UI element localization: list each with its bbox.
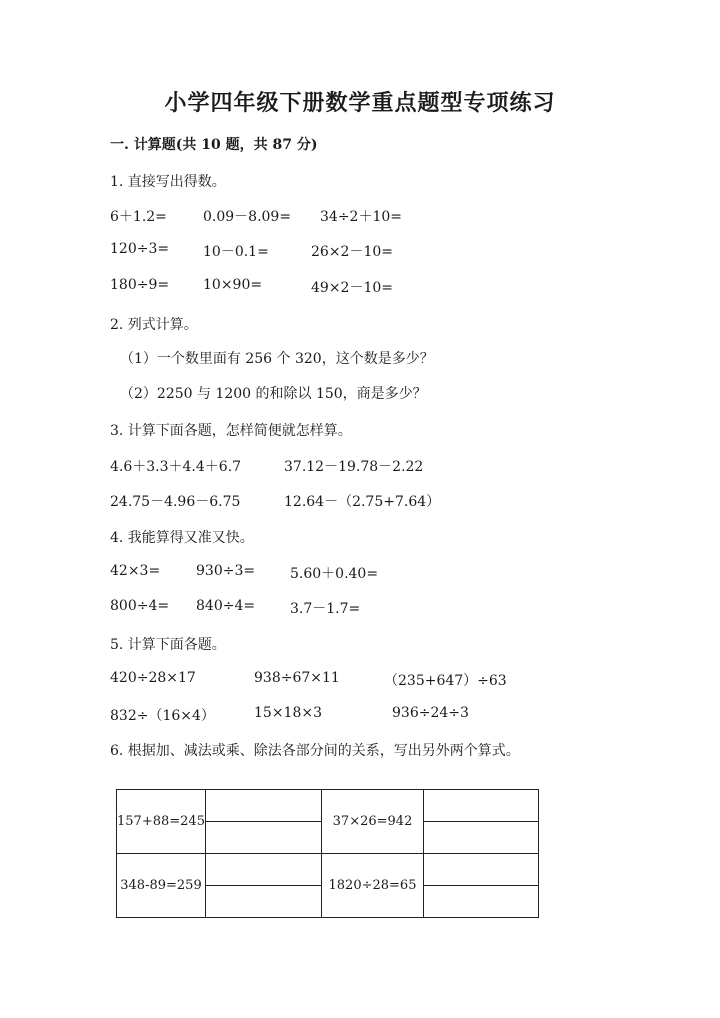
q4-item: 800÷4= — [110, 598, 170, 614]
answer-blank[interactable] — [206, 790, 322, 822]
q6-prompt: 6. 根据加、减法或乘、除法各部分间的关系，写出另外两个算式。 — [110, 743, 520, 759]
q1-item: 10－0.1= — [203, 244, 269, 260]
q4-item: 42×3= — [110, 563, 161, 579]
q1-prompt: 1. 直接写出得数。 — [110, 174, 226, 190]
q5-item: 938÷67×11 — [254, 670, 340, 686]
equation-cell: 1820÷28=65 — [322, 854, 424, 918]
answer-blank[interactable] — [206, 886, 322, 918]
q4-item: 3.7－1.7= — [290, 601, 361, 617]
answer-blank[interactable] — [206, 822, 322, 854]
q1-item: 6＋1.2= — [110, 209, 167, 225]
answer-blank[interactable] — [424, 886, 539, 918]
q3-item: 37.12－19.78－2.22 — [284, 459, 424, 475]
equation-cell: 37×26=942 — [322, 790, 424, 854]
q3-prompt: 3. 计算下面各题，怎样简便就怎样算。 — [110, 423, 352, 439]
q4-item: 5.60＋0.40= — [290, 566, 379, 582]
q1-item: 0.09－8.09= — [203, 209, 292, 225]
q5-item: 832÷（16×4） — [110, 708, 215, 724]
q5-item: 15×18×3 — [254, 705, 322, 721]
q1-item: 180÷9= — [110, 277, 170, 293]
q2-item: （2）2250 与 1200 的和除以 150，商是多少？ — [120, 386, 427, 402]
q5-item: 936÷24÷3 — [392, 705, 469, 721]
q1-item: 120÷3= — [110, 241, 170, 257]
q1-item: 49×2－10= — [311, 280, 393, 296]
answer-blank[interactable] — [424, 822, 539, 854]
q4-item: 930÷3= — [196, 563, 256, 579]
q4-item: 840÷4= — [196, 598, 256, 614]
q2-item: （1）一个数里面有 256 个 320，这个数是多少？ — [120, 351, 434, 367]
q5-item: 420÷28×17 — [110, 670, 196, 686]
q1-item: 10×90= — [203, 277, 263, 293]
q1-item: 34÷2＋10= — [320, 209, 402, 225]
q5-prompt: 5. 计算下面各题。 — [110, 637, 226, 653]
answer-blank[interactable] — [424, 854, 539, 886]
equation-cell: 157+88=245 — [117, 790, 206, 854]
q3-item: 24.75－4.96－6.75 — [110, 494, 241, 510]
q5-item: （235+647）÷63 — [384, 673, 507, 689]
q2-prompt: 2. 列式计算。 — [110, 317, 198, 333]
q1-item: 26×2－10= — [311, 244, 393, 260]
page-title: 小学四年级下册数学重点题型专项练习 — [164, 90, 556, 116]
q3-item: 4.6＋3.3＋4.4＋6.7 — [110, 459, 242, 475]
q4-prompt: 4. 我能算得又准又快。 — [110, 530, 254, 546]
q3-item: 12.64－（2.75+7.64） — [284, 494, 441, 510]
relation-table — [116, 789, 539, 918]
equation-cell: 348-89=259 — [117, 854, 206, 918]
answer-blank[interactable] — [424, 790, 539, 822]
answer-blank[interactable] — [206, 854, 322, 886]
section-heading: 一. 计算题(共 10 题，共 87 分) — [110, 137, 318, 153]
